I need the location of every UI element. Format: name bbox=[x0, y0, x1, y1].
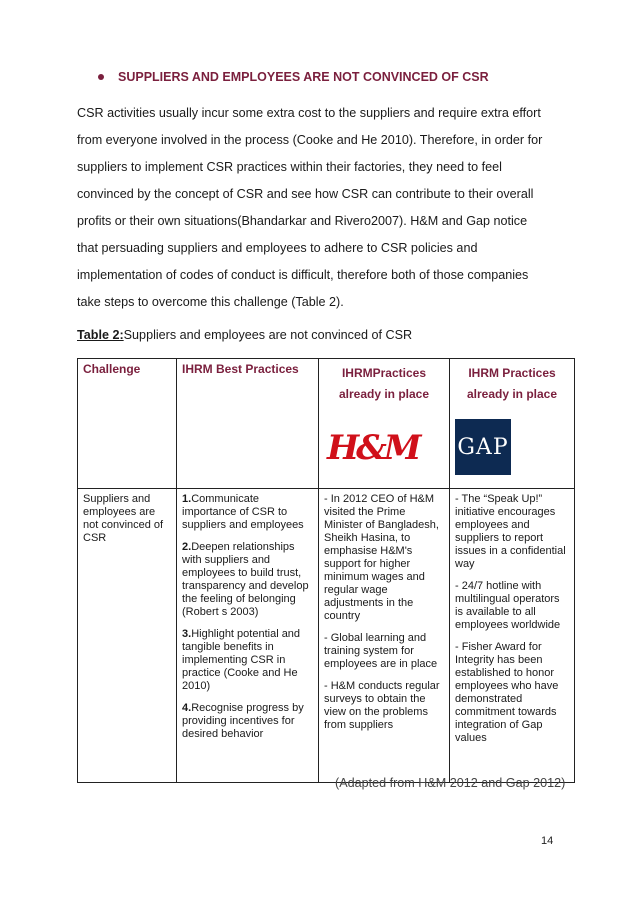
caption-text: Suppliers and employees are not convinced of CSR bbox=[123, 328, 413, 342]
heading-text: SUPPLIERS AND EMPLOYEES ARE NOT CONVINCED OF CSR bbox=[118, 70, 489, 84]
gap-logo: GAP bbox=[455, 419, 511, 475]
header-gap-line2: already in place bbox=[466, 387, 558, 401]
hm-logo-text: H&M bbox=[327, 428, 419, 468]
header-hm-line2: already in place bbox=[338, 387, 430, 401]
hm-practice-item: - H&M conducts regular surveys to obtain the view on the problems from suppliers bbox=[324, 680, 440, 731]
paragraph-line: profits or their own situations(Bhandarkar and Rivero2007). H&M and Gap notice bbox=[77, 214, 528, 228]
header-challenge bbox=[78, 359, 177, 489]
paragraph-line: convinced by the concept of CSR and see how CSR can contribute to their overall bbox=[77, 187, 534, 201]
hm-practice-item: - In 2012 CEO of H&M visited the Prime Minister of Bangladesh, Sheikh Hasina, to emphasise H&M's support for higher minimum wages and regular wage adjustments in the country bbox=[324, 493, 439, 622]
best-practice-item: 3.Highlight potential and tangible benefits in implementing CSR in practice (Cooke and He 2010) bbox=[182, 628, 301, 692]
paragraph-line: suppliers to implement CSR practices within their factories, they need to feel bbox=[77, 160, 502, 174]
caption-label: Table 2: bbox=[77, 328, 124, 342]
best-practice-item: 2.Deepen relationships with suppliers and employees to build trust, transparency and develop the feeling of belonging (Robert s 2003) bbox=[182, 541, 309, 618]
header-best-practices-label: IHRM Best Practices bbox=[182, 362, 299, 376]
header-challenge-label: Challenge bbox=[83, 362, 141, 376]
header-best-practices bbox=[177, 359, 319, 489]
gap-practice-item: - Fisher Award for Integrity has been established to honor employees who have demonstrated commitment towards integration of Gap values bbox=[455, 641, 559, 744]
hm-practices-cell bbox=[319, 489, 450, 783]
header-hm-line1: IHRMPractices bbox=[341, 366, 427, 380]
best-practice-item: 1.Communicate importance of CSR to suppliers and employees bbox=[182, 493, 304, 531]
gap-practice-item: - 24/7 hotline with multilingual operators is available to all employees worldwide bbox=[455, 580, 561, 631]
best-practice-item: 4.Recognise progress by providing incentives for desired behavior bbox=[182, 702, 304, 740]
paragraph-line: implementation of codes of conduct is difficult, therefore both of those companies bbox=[77, 268, 529, 282]
hm-logo bbox=[326, 423, 419, 468]
hm-practice-item: - Global learning and training system for employees are in place bbox=[324, 632, 438, 670]
practices-table bbox=[77, 358, 575, 783]
table-row bbox=[78, 489, 575, 783]
paragraph-line: CSR activities usually incur some extra cost to the suppliers and require extra effort bbox=[77, 106, 541, 120]
source-note: (Adapted from H&M 2012 and Gap 2012) bbox=[335, 776, 566, 790]
gap-practice-item: - The “Speak Up!” initiative encourages employees and suppliers to report issues in a confidential way bbox=[455, 493, 566, 570]
best-practices-cell bbox=[177, 489, 319, 783]
table-header-row bbox=[78, 359, 575, 489]
header-gap bbox=[450, 359, 575, 489]
table-caption bbox=[77, 328, 412, 342]
header-hm bbox=[319, 359, 450, 489]
paragraph-line: that persuading suppliers and employees to adhere to CSR policies and bbox=[77, 241, 478, 255]
page-number: 14 bbox=[541, 835, 554, 847]
challenge-cell: Suppliers and employees are not convinced of CSR bbox=[78, 489, 177, 783]
gap-practices-cell bbox=[450, 489, 575, 783]
header-gap-line1: IHRM Practices bbox=[468, 366, 556, 380]
body-paragraph bbox=[77, 100, 567, 316]
paragraph-line: from everyone involved in the process (Cooke and He 2010). Therefore, in order for bbox=[77, 133, 543, 147]
paragraph-line: take steps to overcome this challenge (Table 2). bbox=[77, 295, 344, 309]
bullet-icon bbox=[98, 74, 104, 80]
section-heading bbox=[98, 70, 489, 84]
